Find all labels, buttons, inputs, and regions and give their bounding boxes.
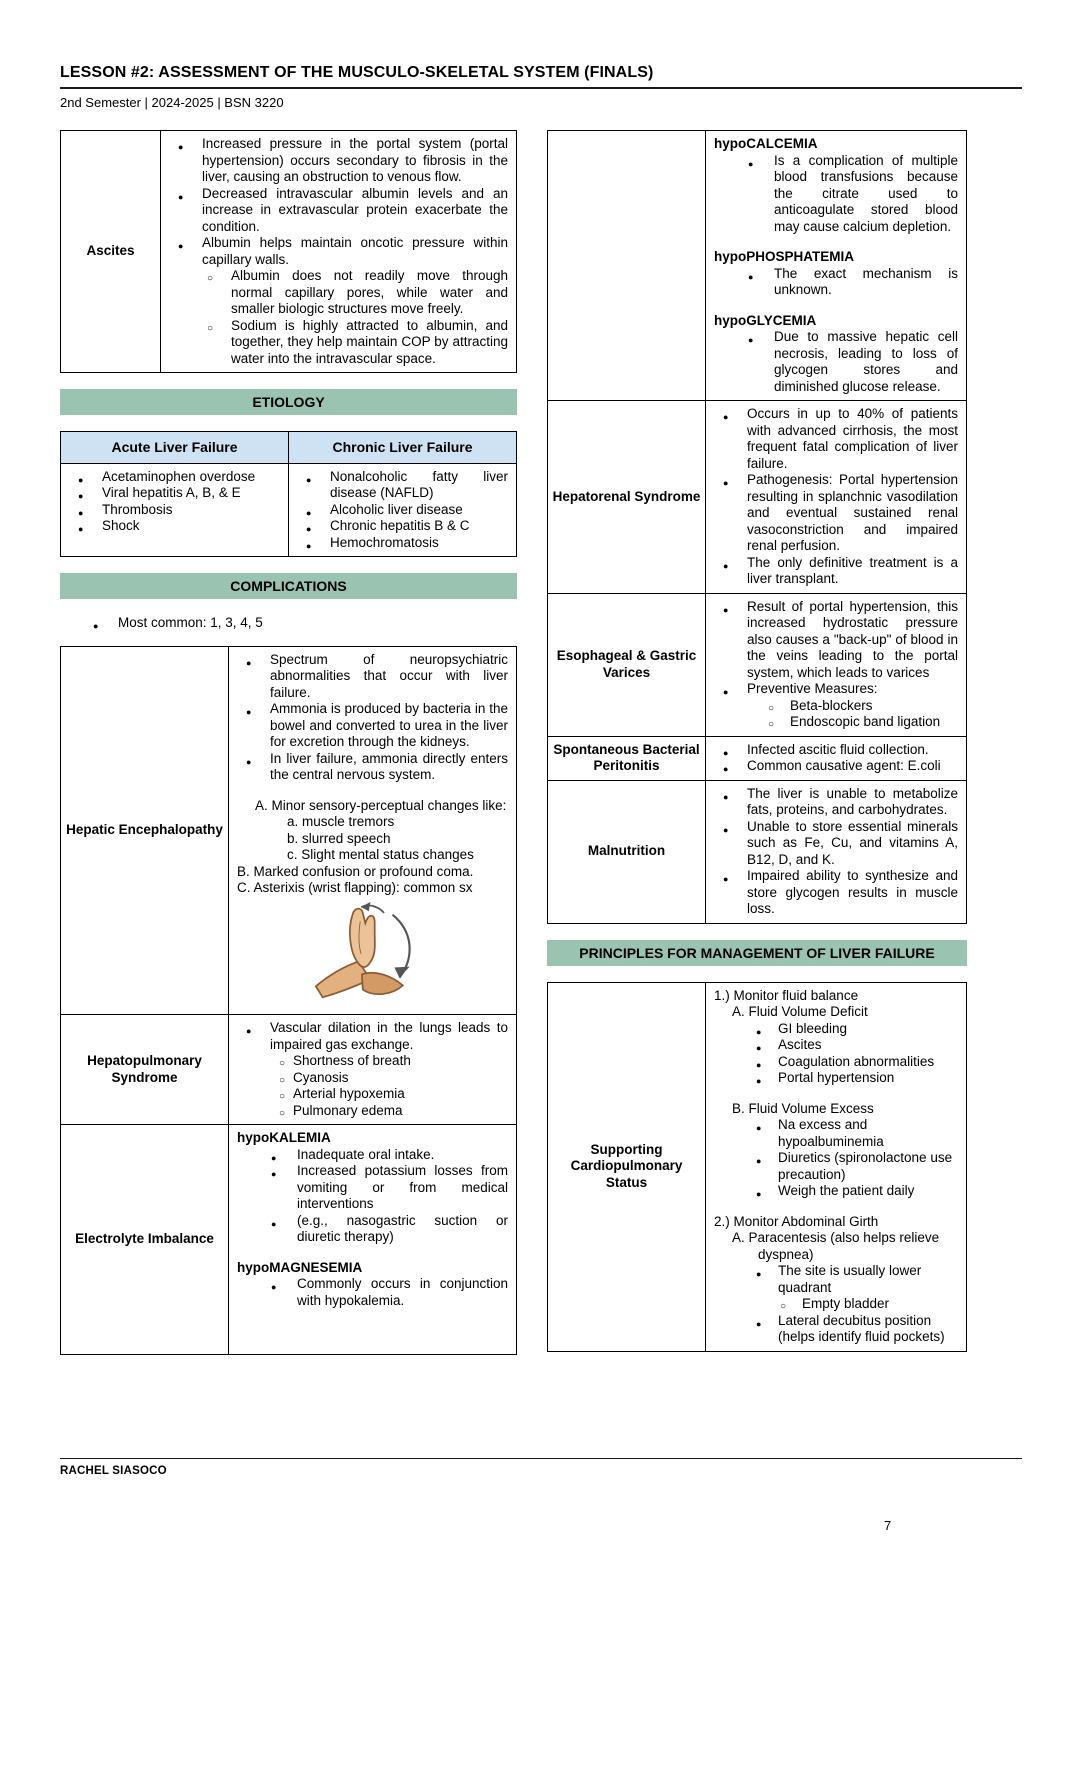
complications-table [60, 646, 517, 1356]
lettered-item-b: B. Marked confusion or profound coma. [237, 863, 474, 879]
list-item: ○ Arterial hypoxemia [237, 1086, 508, 1103]
ascites-table [60, 130, 517, 373]
bullet-list [714, 153, 958, 236]
bullet-list [714, 329, 958, 395]
list-item: ○ Endoscopic band ligation [714, 714, 958, 731]
bullet-list [714, 406, 958, 588]
sub-bullet-list [169, 268, 508, 367]
bullet-list [714, 786, 958, 918]
list-item: ● Acetaminophen overdose [69, 469, 280, 486]
left-column [60, 130, 517, 1355]
bullet-list [237, 652, 508, 784]
asterixis-illustration [309, 901, 437, 1005]
asterixis-figure [237, 901, 508, 1010]
list-item: ● Pathogenesis: Portal hypertension resulting in splanchnic vasodilation and eventual sustained renal vasoconstriction and impaired renal perfusion. [714, 472, 958, 555]
etiology-table [60, 431, 517, 557]
lettered-item-b1: B. Fluid Volume Excess [732, 1100, 874, 1116]
row-header-empty [548, 131, 706, 401]
hypocalcemia-heading: hypoCALCEMIA [714, 136, 818, 151]
list-item: ● Unable to store essential minerals such as Fe, Cu, and vitamins A, B12, D, and K. [714, 819, 958, 869]
table-row [548, 401, 967, 594]
lettered-sub-item: b. slurred speech [287, 830, 391, 846]
list-item: ● Albumin helps maintain oncotic pressure within capillary walls. [169, 235, 508, 268]
management-table [547, 982, 967, 1352]
list-item: ○ Sodium is highly attracted to albumin, and together, they help maintain COP by attracting water into the intravascular space. [169, 318, 508, 368]
list-item: ● Infected ascitic fluid collection. [714, 742, 958, 759]
bullet-list [714, 266, 958, 299]
table-row [548, 131, 967, 401]
electrolyte-continued-cell [706, 131, 967, 401]
list-item: ○ Albumin does not readily move through normal capillary pores, while water and smaller biologic structures move freely. [169, 268, 508, 318]
sbp-cell [706, 736, 967, 780]
bullet-list [237, 1147, 508, 1246]
table-row [61, 646, 517, 1015]
bullet-list [237, 1276, 508, 1309]
sub-bullet-list [714, 1296, 958, 1313]
bullet-list [714, 1117, 958, 1200]
list-item: ● Impaired ability to synthesize and store glycogen results in muscle loss. [714, 868, 958, 918]
list-item: ● (e.g., nasogastric suction or diuretic therapy) [237, 1213, 508, 1246]
bullet-list [714, 1263, 958, 1296]
row-header-supporting-cardiopulmonary-status: Supporting Cardiopulmonary Status [548, 982, 706, 1351]
row-header-malnutrition: Malnutrition [548, 780, 706, 923]
list-item: ● Common causative agent: E.coli [714, 758, 958, 775]
list-item: ● Nonalcoholic fatty liver disease (NAFLD) [297, 469, 508, 502]
list-item: ● Alcoholic liver disease [297, 502, 508, 519]
list-item: ● Is a complication of multiple blood transfusions because the citrate used to anticoagulate stored blood may cause calcium depletion. [714, 153, 958, 236]
list-item: ● Weigh the patient daily [714, 1183, 958, 1200]
hypokalemia-heading: hypoKALEMIA [237, 1130, 331, 1145]
section-header-etiology: ETIOLOGY [60, 389, 517, 415]
table-row [548, 982, 967, 1351]
bullet-list [714, 742, 958, 775]
row-header-ascites: Ascites [61, 131, 161, 373]
sub-bullet-list [714, 698, 958, 731]
table-row [548, 593, 967, 736]
two-column-layout [60, 130, 1022, 1355]
table-row [548, 780, 967, 923]
list-item: ● In liver failure, ammonia directly enters the central nervous system. [237, 751, 508, 784]
chronic-liver-failure-cell [289, 463, 517, 557]
list-item: ● Decreased intravascular albumin levels and an increase in extravascular protein exacerbate the condition. [169, 186, 508, 236]
electrolyte-imbalance-cell [229, 1125, 517, 1355]
bullet-list [714, 1313, 958, 1346]
section-header-principles: PRINCIPLES FOR MANAGEMENT OF LIVER FAILURE [547, 940, 967, 966]
section-header-complications: COMPLICATIONS [60, 573, 517, 599]
lettered-item-c: C. Asterixis (wrist flapping): common sx [237, 880, 473, 895]
right-column [547, 130, 967, 1352]
complications-table-continued [547, 130, 967, 924]
list-item: ● Ammonia is produced by bacteria in the bowel and converted to urea in the liver for excretion through the kidneys. [237, 701, 508, 751]
bullet-list [714, 1021, 958, 1087]
table-row [548, 736, 967, 780]
row-header-electrolyte-imbalance: Electrolyte Imbalance [61, 1125, 229, 1355]
bullet-list [714, 599, 958, 698]
lettered-item-a2: A. Paracentesis (also helps relieve dyspnea) [732, 1230, 940, 1262]
row-header-spontaneous-bacterial-peritonitis: Spontaneous Bacterial Peritonitis [548, 736, 706, 780]
row-header-esophageal-gastric-varices: Esophageal & Gastric Varices [548, 593, 706, 736]
row-header-hepatopulmonary-syndrome: Hepatopulmonary Syndrome [61, 1015, 229, 1125]
table-row [61, 131, 517, 373]
list-item: ● Result of portal hypertension, this increased hydrostatic pressure also causes a "back-up" of blood in the veins leading to the portal system, which leads to varices [714, 599, 958, 682]
sub-bullet-list [237, 1053, 508, 1119]
varices-cell [706, 593, 967, 736]
list-item: ● The liver is unable to metabolize fats, proteins, and carbohydrates. [714, 786, 958, 819]
list-item: ○ Cyanosis [237, 1070, 508, 1087]
hepatic-encephalopathy-cell [229, 646, 517, 1015]
lettered-item-a: A. Minor sensory-perceptual changes like: [255, 797, 507, 813]
list-item: ● Increased pressure in the portal system (portal hypertension) occurs secondary to fibrosis in the liver, causing an obstruction to venous flow. [169, 136, 508, 186]
numbered-item-2: 2.) Monitor Abdominal Girth [714, 1213, 879, 1229]
hypomagnesemia-heading: hypoMAGNESEMIA [237, 1259, 363, 1275]
hepatorenal-cell [706, 401, 967, 594]
list-item: ○ Beta-blockers [714, 698, 958, 715]
list-item: ● Diuretics (spironolactone use precaution) [714, 1150, 958, 1183]
list-item: ● Chronic hepatitis B & C [297, 518, 508, 535]
bullet-list [169, 136, 508, 268]
list-item: ● Inadequate oral intake. [237, 1147, 508, 1164]
supporting-cardiopulmonary-cell [706, 982, 967, 1351]
hypophosphatemia-heading: hypoPHOSPHATEMIA [714, 249, 855, 264]
list-item: ● The only definitive treatment is a liver transplant. [714, 555, 958, 588]
list-item: ● Preventive Measures: [714, 681, 958, 698]
table-row [61, 1125, 517, 1355]
list-item: ● Vascular dilation in the lungs leads to impaired gas exchange. [237, 1020, 508, 1053]
list-item: ● The site is usually lower quadrant [714, 1263, 958, 1296]
list-item: ● Commonly occurs in conjunction with hypokalemia. [237, 1276, 508, 1309]
list-item: ● Lateral decubitus position (helps identify fluid pockets) [714, 1313, 958, 1346]
table-row [61, 1015, 517, 1125]
row-header-hepatic-encephalopathy: Hepatic Encephalopathy [61, 646, 229, 1015]
footer-author: RACHEL SIASOCO [60, 1465, 167, 1477]
lettered-sub-item: a. muscle tremors [287, 814, 395, 829]
complications-note: ● Most common: 1, 3, 4, 5 [60, 615, 517, 632]
column-header-acute-liver-failure: Acute Liver Failure [61, 432, 289, 464]
column-header-chronic-liver-failure: Chronic Liver Failure [289, 432, 517, 464]
bullet-list [297, 469, 508, 552]
acute-liver-failure-cell [61, 463, 289, 557]
list-item: ● Ascites [714, 1037, 958, 1054]
malnutrition-cell [706, 780, 967, 923]
list-item: ● Viral hepatitis A, B, & E [69, 485, 280, 502]
list-item: ● Na excess and hypoalbuminemia [714, 1117, 958, 1150]
hypoglycemia-heading: hypoGLYCEMIA [714, 312, 817, 328]
list-item: ○ Shortness of breath [237, 1053, 508, 1070]
bullet-list [237, 1020, 508, 1053]
hepatopulmonary-cell [229, 1015, 517, 1125]
lettered-item-a1: A. Fluid Volume Deficit [732, 1004, 868, 1019]
list-item: ● Occurs in up to 40% of patients with advanced cirrhosis, the most frequent fatal complication of liver failure. [714, 406, 958, 472]
row-header-hepatorenal-syndrome: Hepatorenal Syndrome [548, 401, 706, 594]
page-title: LESSON #2: ASSESSMENT OF THE MUSCULO-SKELETAL SYSTEM (FINALS) [60, 64, 1022, 89]
list-item: ○ Empty bladder [714, 1296, 958, 1313]
ascites-content-cell [161, 131, 517, 373]
numbered-item-1: 1.) Monitor fluid balance [714, 987, 859, 1003]
list-item: ○ Pulmonary edema [237, 1103, 508, 1120]
table-row [61, 432, 517, 464]
list-item: ● Hemochromatosis [297, 535, 508, 552]
list-item: ● Increased potassium losses from vomiting or from medical interventions [237, 1163, 508, 1213]
list-item: ● Thrombosis [69, 502, 280, 519]
table-row [61, 463, 517, 557]
bullet-list [69, 469, 280, 535]
list-item: ● GI bleeding [714, 1021, 958, 1038]
footer-divider [60, 1458, 1022, 1459]
list-item: ● The exact mechanism is unknown. [714, 266, 958, 299]
list-item: ● Shock [69, 518, 280, 535]
page-subtitle: 2nd Semester | 2024-2025 | BSN 3220 [60, 95, 284, 110]
list-item: ● Coagulation abnormalities [714, 1054, 958, 1071]
list-item: ● Portal hypertension [714, 1070, 958, 1087]
page-number: 7 [884, 1518, 892, 1533]
lettered-sub-item: c. Slight mental status changes [287, 847, 474, 862]
list-item: ● Due to massive hepatic cell necrosis, leading to loss of glycogen stores and diminished glucose release. [714, 329, 958, 395]
list-item: ● Spectrum of neuropsychiatric abnormalities that occur with liver failure. [237, 652, 508, 702]
